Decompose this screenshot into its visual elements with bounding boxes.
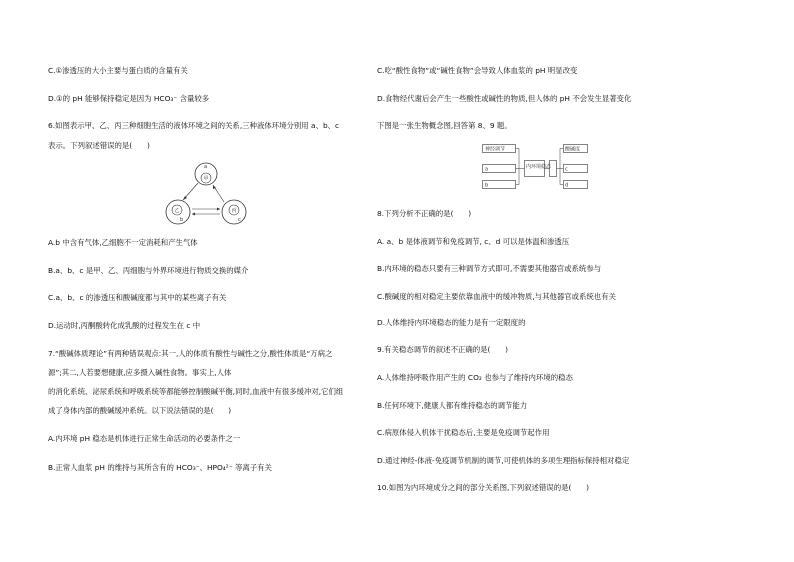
q6-option-a: A.b 中含有气体,乙细胞不一定消耗和产生气体 — [48, 238, 198, 247]
label-bing: 丙 — [231, 208, 237, 214]
q9-option-b: B.任何环境下,健康人都有维持稳态的调节能力 — [377, 401, 528, 410]
q8-option-c: C.酸碱度的相对稳定主要依靠血液中的缓冲物质,与其他器官或系统也有关 — [377, 292, 616, 301]
q7-option-b: B.正常人血浆 pH 的维持与其所含有的 HCO₃⁻、HPO₄²⁻ 等离子有关 — [48, 463, 272, 472]
q7-option-c: C.吃“酸性食物”或“碱性食物”会导致人体血浆的 pH 明显改变 — [377, 66, 578, 75]
q9-option-c: C.病原体侵入机体干扰稳态后,主要是免疫调节起作用 — [377, 428, 550, 437]
q8-9-intro: 下图是一张生物概念图,回答第 8、9 题。 — [377, 121, 512, 130]
q6-option-d: D.运动时,丙酮酸转化成乳酸的过程发生在 c 中 — [48, 321, 201, 330]
center-label: 内环境稳态 — [526, 164, 552, 170]
ph-label: 酸碱度 — [565, 146, 581, 153]
q10-stem: 10.如图为内环境成分之间的部分关系图,下列叙述错误的是( ) — [377, 483, 590, 492]
q9-option-d: D.通过神经-体液-免疫调节机制的调节,可使机体的多项生理指标保持相对稳定 — [377, 456, 630, 465]
a-label: a — [485, 166, 489, 173]
neural-label: 神经调节 — [485, 146, 506, 153]
q7-stem-line2: 源”;其二,人若要想健康,应多摄入碱性食物。事实上,人体 — [48, 368, 232, 377]
label-jia: 甲 — [203, 176, 209, 182]
label-b: b — [180, 217, 184, 223]
q7-option-d: D.食物经代谢后会产生一些酸性或碱性的物质,但人体的 pH 不会发生显著变化 — [377, 94, 632, 103]
label-a: a — [204, 164, 208, 170]
q5-option-c: C.①渗透压的大小主要与蛋白质的含量有关 — [48, 66, 188, 75]
q8-stem: 8.下列分析不正确的是( ) — [377, 209, 472, 218]
label-yi: 乙 — [174, 208, 180, 214]
cell-fluid-diagram — [150, 158, 260, 230]
q9-stem: 9.有关稳态调节的叙述不正确的是( ) — [377, 345, 509, 354]
concept-map-diagram — [482, 142, 592, 194]
q6-stem-line1: 6.如图表示甲、乙、丙三种细胞生活的液体环境之间的关系,三种液体环境分别用 a、b、c — [48, 121, 340, 130]
q5-option-d: D.①的 pH 能够保持稳定是因为 HCO₃⁻ 含量较多 — [48, 94, 210, 103]
q7-stem-line4: 成了身体内部的酸碱缓冲系统。以下说法错误的是( ) — [48, 406, 232, 415]
q8-option-d: D.人体维持内环境稳态的能力是有一定限度的 — [377, 318, 526, 327]
c-label: c — [565, 166, 568, 173]
q6-option-b: B.a、b、c 是甲、乙、丙细胞与外界环境进行物质交换的媒介 — [48, 266, 249, 275]
q7-option-a: A.内环境 pH 稳态是机体进行正常生命活动的必要条件之一 — [48, 434, 241, 443]
label-c: c — [238, 217, 241, 223]
q7-stem-line3: 的消化系统、泌尿系统和呼吸系统等都能够控制酸碱平衡,同时,血液中有很多缓冲对,它们组 — [48, 387, 344, 396]
q8-option-a: A. a、b 是体液调节和免疫调节, c、d 可以是体温和渗透压 — [377, 237, 570, 246]
d-label: d — [565, 182, 569, 189]
q9-option-a: A.人体维持呼吸作用产生的 CO₂ 也参与了维持内环境的稳态 — [377, 373, 573, 382]
q7-stem-line1: 7.“酸碱体质理论”有两种错误观点:其一,人的体质有酸性与碱性之分,酸性体质是“万病之 — [48, 349, 333, 358]
q6-stem-line2: 表示。下列叙述错误的是( ) — [48, 141, 150, 150]
q6-option-c: C.a、b、c 的渗透压和酸碱度都与其中的某些离子有关 — [48, 293, 227, 302]
q8-option-b: B.内环境的稳态只要有三种调节方式即可,不需要其他器官或系统参与 — [377, 264, 602, 273]
b-label: b — [485, 182, 489, 189]
